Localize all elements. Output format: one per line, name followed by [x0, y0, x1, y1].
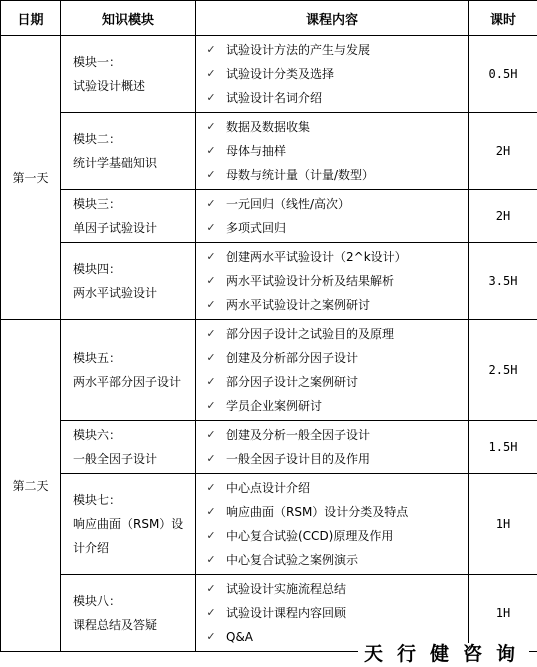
list-item-text: 母数与统计量（计量/数型）	[226, 168, 375, 182]
content-list	[196, 245, 468, 317]
check-icon: ✓	[206, 250, 216, 263]
module-title: 模块三：	[73, 197, 122, 211]
check-icon: ✓	[206, 553, 216, 566]
check-icon: ✓	[206, 606, 216, 619]
list-item-text: 部分因子设计之案例研讨	[226, 375, 359, 389]
check-icon: ✓	[206, 582, 216, 595]
list-item-text: 创建及分析一般全因子设计	[226, 428, 371, 442]
list-item	[196, 322, 468, 346]
list-item	[196, 524, 468, 548]
list-item	[196, 394, 468, 418]
content-list	[196, 322, 468, 418]
check-icon: ✓	[206, 399, 216, 412]
check-icon: ✓	[206, 375, 216, 388]
module-cell	[61, 575, 196, 652]
list-item	[196, 115, 468, 139]
content-list	[196, 476, 468, 572]
module-name: 响应曲面（RSM）设计介绍	[73, 517, 184, 555]
hours-cell: 2H	[469, 113, 537, 190]
check-icon: ✓	[206, 505, 216, 518]
header-content: 课程内容	[196, 1, 469, 36]
table-row	[1, 320, 537, 421]
hours-cell: 1H	[469, 474, 537, 575]
table-row	[1, 474, 537, 575]
check-icon: ✓	[206, 428, 216, 441]
content-cell	[196, 575, 469, 652]
module-cell	[61, 243, 196, 320]
check-icon: ✓	[206, 452, 216, 465]
table-row	[1, 113, 537, 190]
content-list	[196, 192, 468, 240]
list-item-text: 中心复合试验之案例演示	[226, 553, 359, 567]
list-item-text: 试验设计名词介绍	[226, 91, 323, 105]
table-header-row	[1, 1, 537, 36]
list-item-text: 试验设计实施流程总结	[226, 582, 347, 596]
module-cell	[61, 421, 196, 474]
header-module: 知识模块	[61, 1, 196, 36]
list-item-text: 两水平试验设计分析及结果解析	[226, 274, 395, 288]
check-icon: ✓	[206, 144, 216, 157]
content-cell	[196, 243, 469, 320]
list-item	[196, 139, 468, 163]
header-hours: 课时	[469, 1, 537, 36]
list-item-text: 试验设计课程内容回顾	[226, 606, 347, 620]
check-icon: ✓	[206, 67, 216, 80]
module-title: 模块四：	[73, 262, 122, 276]
list-item-text: 多项式回归	[226, 221, 287, 235]
module-name: 一般全因子设计	[73, 452, 158, 466]
list-item	[196, 346, 468, 370]
header-date: 日期	[1, 1, 61, 36]
check-icon: ✓	[206, 274, 216, 287]
content-cell	[196, 421, 469, 474]
list-item-text: 试验设计分类及选择	[226, 67, 335, 81]
list-item	[196, 370, 468, 394]
module-name: 试验设计概述	[73, 79, 146, 93]
content-cell	[196, 474, 469, 575]
module-cell	[61, 474, 196, 575]
day-cell: 第二天	[1, 320, 61, 652]
table-row	[1, 243, 537, 320]
module-name: 两水平部分因子设计	[73, 375, 182, 389]
hours-cell: 0.5H	[469, 36, 537, 113]
content-list	[196, 38, 468, 110]
list-item	[196, 163, 468, 187]
module-title: 模块二：	[73, 132, 122, 146]
check-icon: ✓	[206, 221, 216, 234]
content-cell	[196, 190, 469, 243]
check-icon: ✓	[206, 481, 216, 494]
module-name: 单因子试验设计	[73, 221, 158, 235]
module-name: 课程总结及答疑	[73, 618, 158, 632]
list-item-text: 试验设计方法的产生与发展	[226, 43, 371, 57]
content-cell	[196, 320, 469, 421]
list-item-text: Q&A	[226, 630, 254, 644]
list-item	[196, 38, 468, 62]
list-item	[196, 548, 468, 572]
list-item	[196, 216, 468, 240]
module-title: 模块八：	[73, 594, 122, 608]
list-item	[196, 269, 468, 293]
hours-cell: 3.5H	[469, 243, 537, 320]
check-icon: ✓	[206, 168, 216, 181]
hours-cell: 1.5H	[469, 421, 537, 474]
check-icon: ✓	[206, 91, 216, 104]
module-title: 模块一：	[73, 55, 122, 69]
check-icon: ✓	[206, 630, 216, 643]
module-cell	[61, 113, 196, 190]
module-name: 两水平试验设计	[73, 286, 158, 300]
content-list	[196, 423, 468, 471]
list-item	[196, 192, 468, 216]
module-cell	[61, 36, 196, 113]
list-item-text: 一元回归（线性/高次）	[226, 197, 351, 211]
list-item-text: 一般全因子设计目的及作用	[226, 452, 371, 466]
list-item	[196, 245, 468, 269]
check-icon: ✓	[206, 327, 216, 340]
list-item-text: 部分因子设计之试验目的及原理	[226, 327, 395, 341]
module-cell	[61, 320, 196, 421]
list-item-text: 创建及分析部分因子设计	[226, 351, 359, 365]
list-item-text: 数据及数据收集	[226, 120, 311, 134]
check-icon: ✓	[206, 529, 216, 542]
table-row	[1, 36, 537, 113]
list-item	[196, 293, 468, 317]
company-logo-text: 天行健咨询	[358, 643, 529, 665]
hours-cell: 1H	[469, 575, 537, 652]
module-title: 模块七：	[73, 493, 122, 507]
list-item	[196, 500, 468, 524]
content-cell	[196, 113, 469, 190]
list-item-text: 中心点设计介绍	[226, 481, 311, 495]
day-cell: 第一天	[1, 36, 61, 320]
list-item-text: 两水平试验设计之案例研讨	[226, 298, 371, 312]
table-row	[1, 190, 537, 243]
hours-cell: 2.5H	[469, 320, 537, 421]
list-item	[196, 62, 468, 86]
check-icon: ✓	[206, 197, 216, 210]
module-name: 统计学基础知识	[73, 156, 158, 170]
list-item-text: 学员企业案例研讨	[226, 399, 323, 413]
module-title: 模块六：	[73, 428, 122, 442]
check-icon: ✓	[206, 351, 216, 364]
module-title: 模块五：	[73, 351, 122, 365]
list-item-text: 中心复合试验(CCD)原理及作用	[226, 529, 394, 543]
list-item	[196, 577, 468, 601]
list-item	[196, 476, 468, 500]
list-item-text: 创建两水平试验设计（2^k设计）	[226, 250, 407, 264]
table-row	[1, 575, 537, 652]
list-item-text: 响应曲面（RSM）设计分类及特点	[226, 505, 409, 519]
check-icon: ✓	[206, 120, 216, 133]
list-item	[196, 86, 468, 110]
check-icon: ✓	[206, 298, 216, 311]
table-row	[1, 421, 537, 474]
module-cell	[61, 190, 196, 243]
content-list	[196, 577, 468, 649]
content-cell	[196, 36, 469, 113]
check-icon: ✓	[206, 43, 216, 56]
list-item	[196, 423, 468, 447]
list-item	[196, 601, 468, 625]
hours-cell: 2H	[469, 190, 537, 243]
table-body	[1, 36, 537, 652]
list-item	[196, 447, 468, 471]
list-item-text: 母体与抽样	[226, 144, 287, 158]
content-list	[196, 115, 468, 187]
